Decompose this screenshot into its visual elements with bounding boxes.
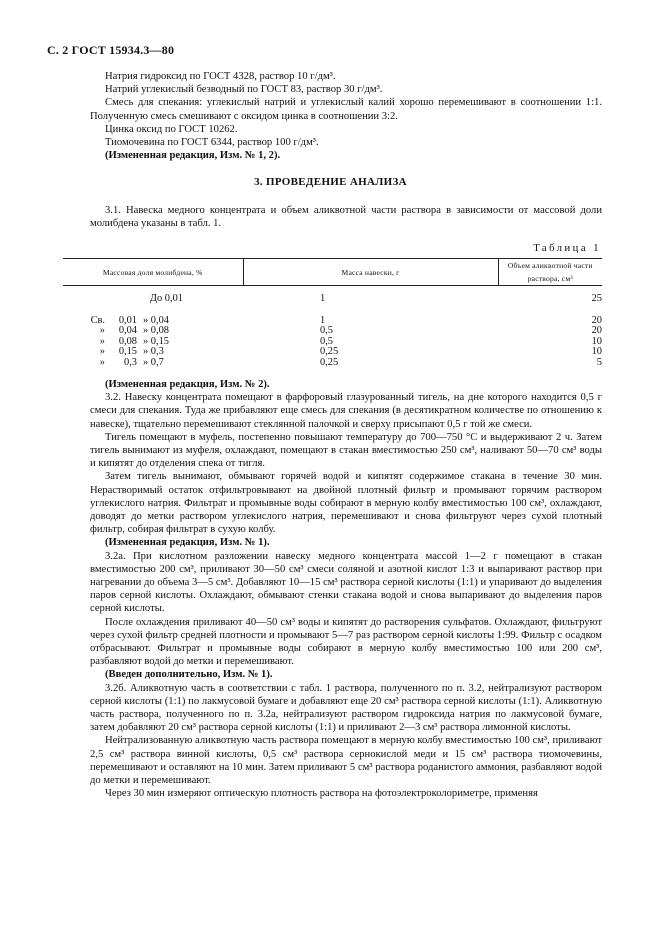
cell-mass-fraction	[63, 358, 243, 369]
cell-aliquot-volume	[498, 358, 602, 369]
range-prefix: Св.	[90, 314, 105, 326]
range-from: До 0,01	[149, 293, 183, 305]
range-to: » 0,15	[143, 335, 169, 347]
paragraph-3-2a: 3.2а. При кислотном разложении навеску медного концентрата массой 1—2 г помещают в стакан вместимостью 200 см³, приливают 30—50 см³ смеси соляной и азотной кислот 1:3 и выпаривают раствор при нагревании до объема 3—5 см³. Добавляют 10—15 см³ раствора серной кислоты (1:1) и упаривают до выделения паров серной кислоты. Охлаждают, обмывают стенки стакана водой и снова выпаривают до выделения паров серной кислоты.	[90, 550, 602, 615]
range-prefix: »	[99, 346, 105, 358]
table-row	[63, 286, 602, 316]
clause-3-2	[90, 378, 602, 801]
range-to: » 0,08	[143, 325, 169, 337]
clause-3-1	[90, 204, 602, 230]
table-header-sample-mass: Масса навески, г	[243, 259, 498, 286]
range-from: 0,08	[118, 335, 137, 347]
added-note-1: (Введен дополнительно, Изм. № 1).	[105, 669, 273, 681]
range-from: 0,01	[118, 314, 137, 326]
cell-aliquot-volume	[498, 286, 602, 316]
range-from: 0,15	[118, 346, 137, 358]
table-header-mass-fraction: Массовая доля молибдена, %	[63, 259, 243, 286]
cell-sample-mass: 0,5	[320, 335, 333, 347]
cell-aliquot-volume	[498, 316, 602, 327]
reagent-sodium-hydroxide: Натрия гидроксид по ГОСТ 4328, раствор 10 г/дм³.	[105, 71, 336, 82]
revision-note-1-2: (Измененная редакция, Изм. № 1, 2).	[105, 150, 281, 162]
range-to: » 0,3	[143, 346, 164, 358]
table-caption: Таблица 1	[533, 243, 601, 254]
cell-mass-fraction	[63, 286, 243, 316]
paragraph-neutralized: Нейтрализованную аликвотную часть раствора помещают в мерную колбу вместимостью 100 см³, приливают 2,5 см³ раствора винной кислоты, 0,5 см³ раствора сернокислой меди и 15 см³ раствора тиомочевины, перемешивают и оставляют на 10 мин. Затем приливают 5 см³ раствора роданистого аммония, разбавляют водой до метки и перемешивают.	[90, 735, 602, 787]
cell-sample-mass: 0,25	[320, 356, 339, 368]
paragraph-30-min: Через 30 мин измеряют оптическую плотность раствора на фотоэлектроколориметре, применяя	[105, 788, 538, 800]
reagent-thiourea: Тиомочевина по ГОСТ 6344, раствор 100 г/дм³.	[105, 137, 319, 149]
table-1	[63, 258, 602, 369]
reagents-list	[90, 70, 602, 162]
range-from: 0,3	[124, 356, 137, 368]
range-to: » 0,7	[143, 356, 164, 368]
range-prefix: »	[99, 356, 105, 368]
cell-sample-mass: 0,25	[320, 346, 339, 358]
paragraph-3-2: 3.2. Навеску концентрата помещают в фарфоровый глазурованный тигель, на дне которого находится 0,5 г смеси для спекания. Туда же прибавляют еще смесь для спекания (в десятикратном количестве по отношению к навеске), тщательно перемешивают стеклянной палочкой и сверху присыпают 0,5 г той же смеси.	[90, 392, 602, 430]
revision-note-2: (Измененная редакция, Изм. № 2).	[105, 379, 270, 390]
paragraph-3-1: 3.1. Навеска медного концентрата и объем аликвотной части раствора в зависимости от массовой доли молибдена указаны в табл. 1.	[90, 205, 602, 230]
volume-value: 20	[591, 314, 602, 326]
range-to: » 0,04	[143, 314, 169, 326]
paragraph-cooling: После охлаждения приливают 40—50 см³ воды и кипятят до растворения сульфатов. Охлаждают, фильтруют через сухой фильтр средней плотности и промывают 5—7 раз раствором серной кислоты 1:99. Фильтр с осадком отбрасывают. Фильтрат и промывные воды собирают в мерную колбу вместимостью 100 или 200 см³, разбавляют водой до метки и перемешивают.	[90, 616, 602, 668]
cell-aliquot-volume	[498, 326, 602, 337]
cell-aliquot-volume	[498, 347, 602, 358]
cell-sample-mass: 1	[320, 293, 326, 305]
cell-sample-mass: 1	[320, 314, 326, 326]
cell-sample-mass: 0,5	[320, 325, 333, 337]
paragraph-muffle: Тигель помещают в муфель, постепенно повышают температуру до 700—750 °С и выдерживают 2 ч. Затем тигель вынимают из муфеля, охлаждают, помещают в стакан вместимостью 250 см³, наливают 50—70 см³ воды и кипятят до отделения спека от тигля.	[90, 431, 602, 470]
volume-value: 20	[591, 325, 602, 337]
table-header-aliquot-volume: Объем аликвотной части раствора, см³	[498, 259, 602, 286]
revision-note-1: (Измененная редакция, Изм. № 1).	[105, 537, 270, 549]
volume-value: 10	[591, 346, 602, 358]
range-prefix: »	[99, 335, 105, 347]
cell-aliquot-volume	[498, 337, 602, 348]
range-prefix: »	[99, 325, 105, 337]
table-body	[63, 286, 602, 369]
volume-value: 5	[596, 356, 602, 368]
volume-value: 25	[591, 293, 602, 305]
volume-value: 10	[591, 335, 602, 347]
section-title: 3. ПРОВЕДЕНИЕ АНАЛИЗА	[254, 176, 407, 188]
table-row	[63, 358, 602, 369]
reagent-sodium-carbonate: Натрий углекислый безводный по ГОСТ 83, раствор 30 г/дм³.	[105, 84, 383, 96]
paragraph-crucible: Затем тигель вынимают, обмывают горячей водой и кипятят содержимое стакана в течение 30 мин. Нерастворимый остаток отфильтровывают на двойной плотный фильтр и промывают горячим раствором углекислого натрия. Фильтрат и промывные воды собирают в мерную колбу вместимостью 100 см³, охлаждают, доводят до метки раствором углекислого натрия, перемешивают и снова фильтруют через сухой плотный фильтр, собирая фильтрат в сухую колбу.	[90, 471, 602, 536]
reagent-zinc-oxide: Цинка оксид по ГОСТ 10262.	[105, 123, 238, 135]
paragraph-3-2b: 3.2б. Аликвотную часть в соответствии с табл. 1 раствора, полученного по п. 3.2, нейтрализуют раствором серной кислоты (1:1) по лакмусовой бумаге и добавляют еще 20 см³ раствора серной кислоты (1:1). Аликвотную часть раствора, полученного по п. 3.2а, нейтрализуют раствором гидроксида натрия по лакмусовой бумаге, затем добавляют 20 см³ раствора серной кислоты (1:1) и приливают 2—3 см³ раствора лимонной кислоты.	[90, 682, 602, 734]
range-from: 0,04	[118, 325, 137, 337]
reagent-sintering-mix: Смесь для спекания: углекислый натрий и углекислый калий хорошо перемешивают в соотношении 1:1. Полученную смесь смешивают с оксидом цинка в соотношении 3:2.	[90, 97, 602, 122]
page-header: С. 2 ГОСТ 15934.3—80	[47, 43, 175, 57]
